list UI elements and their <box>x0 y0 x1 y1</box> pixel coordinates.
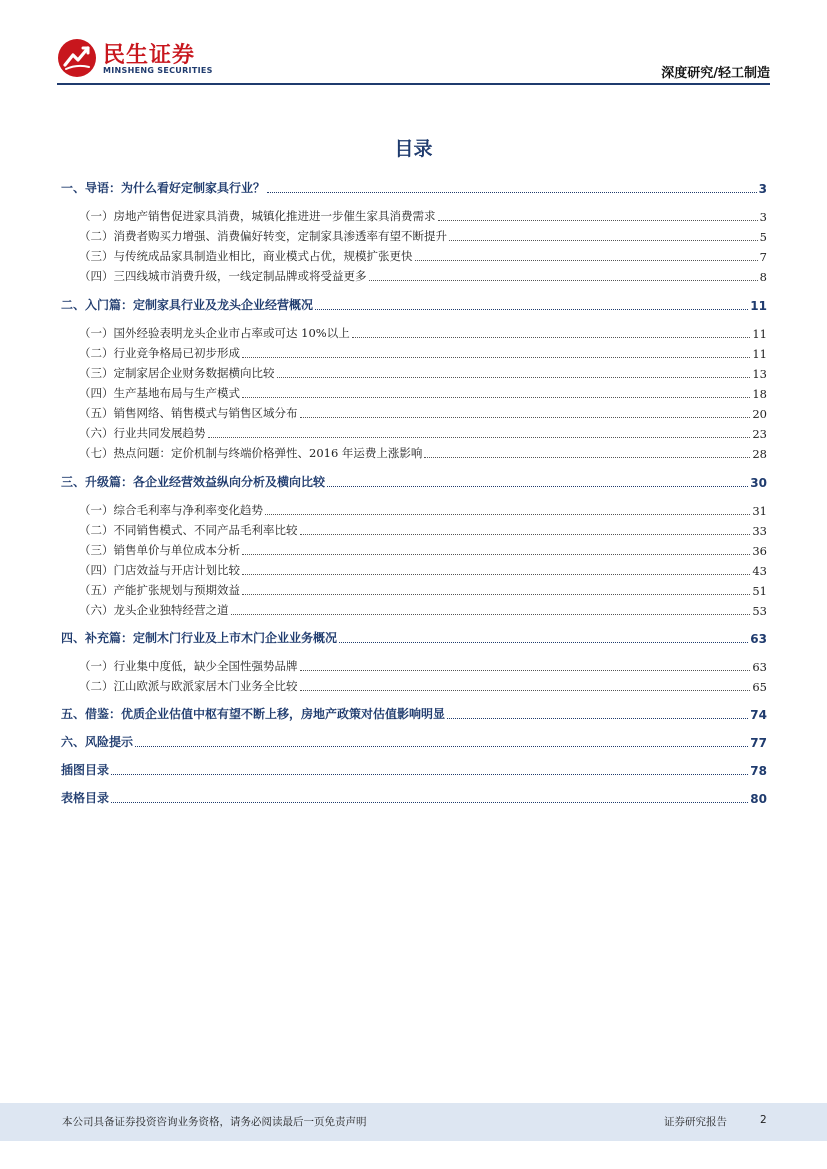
toc-entry-page: 20 <box>752 407 767 421</box>
page-number: 2 <box>760 1114 767 1126</box>
toc-entry-page: 31 <box>752 504 767 518</box>
toc-subsection-entry[interactable] <box>61 343 767 361</box>
toc-section-entry[interactable] <box>61 472 767 490</box>
toc-subsection-entry[interactable] <box>61 246 767 264</box>
toc-entry-label: 一、导语：为什么看好定制家具行业？ <box>61 181 266 195</box>
toc-entry-page: 13 <box>752 367 767 381</box>
toc-dot-leader <box>267 182 757 193</box>
toc-dot-leader <box>352 327 751 338</box>
toc-dot-leader <box>111 764 748 775</box>
toc-dot-leader <box>242 387 750 398</box>
toc-dot-leader <box>327 476 748 487</box>
toc-dot-leader <box>242 564 750 575</box>
toc-subsection-entry[interactable] <box>61 443 767 461</box>
toc-subsection-entry[interactable] <box>61 580 767 598</box>
toc-entry-page: 18 <box>752 387 767 401</box>
toc-dot-leader <box>135 736 748 747</box>
toc-entry-page: 36 <box>752 544 767 558</box>
toc-subsection-entry[interactable] <box>61 323 767 341</box>
toc-entry-label: （三）定制家居企业财务数据横向比较 <box>79 366 275 380</box>
toc-dot-leader <box>265 504 750 515</box>
toc-entry-label: 表格目录 <box>61 791 110 805</box>
toc-entry-label: 插图目录 <box>61 763 110 777</box>
toc-entry-label: （二）江山欧派与欧派家居木门业务全比较 <box>79 679 298 693</box>
toc-entry-page: 11 <box>752 327 767 341</box>
toc-dot-leader <box>300 680 751 691</box>
logo-english-name: MINSHENG SECURITIES <box>103 66 213 75</box>
toc-dot-leader <box>300 524 751 535</box>
toc-entry-label: （四）生产基地布局与生产模式 <box>79 386 240 400</box>
toc-dot-leader <box>315 299 748 310</box>
toc-dot-leader <box>369 270 758 281</box>
toc-subsection-entry[interactable] <box>61 600 767 618</box>
toc-entry-page: 3 <box>759 210 767 224</box>
toc-entry-label: （一）综合毛利率与净利率变化趋势 <box>79 503 263 517</box>
toc-dot-leader <box>415 250 758 261</box>
toc-entry-label: 二、入门篇：定制家具行业及龙头企业经营概况 <box>61 298 314 312</box>
toc-subsection-entry[interactable] <box>61 676 767 694</box>
toc-dot-leader <box>438 210 758 221</box>
toc-dot-leader <box>242 584 750 595</box>
toc-entry-label: （二）消费者购买力增强、消费偏好转变，定制家具渗透率有望不断提升 <box>79 229 447 243</box>
toc-dot-leader <box>231 604 751 615</box>
toc-subsection-entry[interactable] <box>61 206 767 224</box>
toc-section-entry[interactable] <box>61 295 767 313</box>
company-logo <box>57 38 217 82</box>
toc-dot-leader <box>300 407 751 418</box>
toc-section-entry[interactable] <box>61 788 767 806</box>
toc-entry-page: 30 <box>750 476 767 490</box>
logo-chinese-name: 民生证券 <box>103 43 196 68</box>
toc-title: 目录 <box>394 138 433 160</box>
toc-entry-label: （五）产能扩张规划与预期效益 <box>79 583 240 597</box>
toc-entry-label: （一）房地产销售促进家具消费，城镇化推进进一步催生家具消费需求 <box>79 209 436 223</box>
toc-section-entry[interactable] <box>61 628 767 646</box>
toc-entry-label: （二）行业竞争格局已初步形成 <box>79 346 240 360</box>
toc-subsection-entry[interactable] <box>61 403 767 421</box>
toc-entry-label: （五）销售网络、销售模式与销售区域分布 <box>79 406 298 420</box>
toc-dot-leader <box>339 632 748 643</box>
toc-entry-page: 80 <box>750 792 767 806</box>
toc-entry-page: 11 <box>750 299 767 313</box>
toc-subsection-entry[interactable] <box>61 423 767 441</box>
toc-dot-leader <box>424 447 750 458</box>
toc-entry-page: 43 <box>752 564 767 578</box>
toc-entry-label: 五、借鉴：优质企业估值中枢有望不断上移，房地产政策对估值影响明显 <box>61 707 446 721</box>
toc-dot-leader <box>449 230 758 241</box>
toc-entry-page: 23 <box>752 427 767 441</box>
toc-entry-label: （一）行业集中度低，缺少全国性强势品牌 <box>79 659 298 673</box>
toc-entry-label: （三）销售单价与单位成本分析 <box>79 543 240 557</box>
toc-entry-page: 8 <box>759 270 767 284</box>
toc-entry-label: （六）龙头企业独特经营之道 <box>79 603 229 617</box>
toc-subsection-entry[interactable] <box>61 520 767 538</box>
toc-subsection-entry[interactable] <box>61 383 767 401</box>
toc-entry-label: （二）不同销售模式、不同产品毛利率比较 <box>79 523 298 537</box>
toc-dot-leader <box>111 792 748 803</box>
footer-report-label: 证券研究报告 <box>664 1116 727 1128</box>
footer-disclaimer: 本公司具备证券投资咨询业务资格，请务必阅读最后一页免责声明 <box>62 1116 367 1128</box>
toc-entry-label: （四）三四线城市消费升级，一线定制品牌或将受益更多 <box>79 269 367 283</box>
toc-entry-label: 六、风险提示 <box>61 735 134 749</box>
toc-subsection-entry[interactable] <box>61 363 767 381</box>
toc-entry-label: （一）国外经验表明龙头企业市占率或可达 10%以上 <box>79 326 350 340</box>
toc-entry-label: （七）热点问题：定价机制与终端价格弹性、2016 年运费上涨影响 <box>79 446 423 460</box>
toc-subsection-entry[interactable] <box>61 500 767 518</box>
toc-dot-leader <box>242 544 750 555</box>
report-category: 深度研究/轻工制造 <box>661 66 770 81</box>
minsheng-logo-icon <box>57 38 97 78</box>
toc-subsection-entry[interactable] <box>61 540 767 558</box>
toc-entry-label: 三、升级篇：各企业经营效益纵向分析及横向比较 <box>61 475 326 489</box>
page-header <box>0 0 827 90</box>
toc-entry-page: 5 <box>759 230 767 244</box>
toc-subsection-entry[interactable] <box>61 266 767 284</box>
toc-entry-page: 74 <box>750 708 767 722</box>
toc-subsection-entry[interactable] <box>61 226 767 244</box>
toc-dot-leader <box>300 660 751 671</box>
toc-dot-leader <box>208 427 751 438</box>
toc-section-entry[interactable] <box>61 178 767 196</box>
toc-entry-label: （六）行业共同发展趋势 <box>79 426 206 440</box>
toc-section-entry[interactable] <box>61 732 767 750</box>
toc-section-entry[interactable] <box>61 760 767 778</box>
toc-dot-leader <box>447 708 748 719</box>
toc-dot-leader <box>242 347 750 358</box>
toc-entry-page: 63 <box>750 632 767 646</box>
toc-entry-page: 33 <box>752 524 767 538</box>
page-footer <box>0 1103 827 1141</box>
toc-entry-page: 63 <box>752 660 767 674</box>
toc-entry-label: （四）门店效益与开店计划比较 <box>79 563 240 577</box>
toc-entry-page: 51 <box>752 584 767 598</box>
toc-entry-page: 3 <box>758 182 767 196</box>
toc-section-entry[interactable] <box>61 704 767 722</box>
toc-subsection-entry[interactable] <box>61 560 767 578</box>
toc-entry-page: 77 <box>750 736 767 750</box>
toc-entry-label: （三）与传统成品家具制造业相比，商业模式占优，规模扩张更快 <box>79 249 413 263</box>
toc-entry-page: 53 <box>752 604 767 618</box>
toc-entry-page: 11 <box>752 347 767 361</box>
toc-dot-leader <box>277 367 751 378</box>
toc-entry-page: 78 <box>750 764 767 778</box>
header-divider <box>57 83 770 85</box>
toc-subsection-entry[interactable] <box>61 656 767 674</box>
toc-entry-page: 7 <box>759 250 767 264</box>
toc-entry-page: 28 <box>752 447 767 461</box>
toc-entry-label: 四、补充篇：定制木门行业及上市木门企业业务概况 <box>61 631 338 645</box>
toc-entry-page: 65 <box>752 680 767 694</box>
